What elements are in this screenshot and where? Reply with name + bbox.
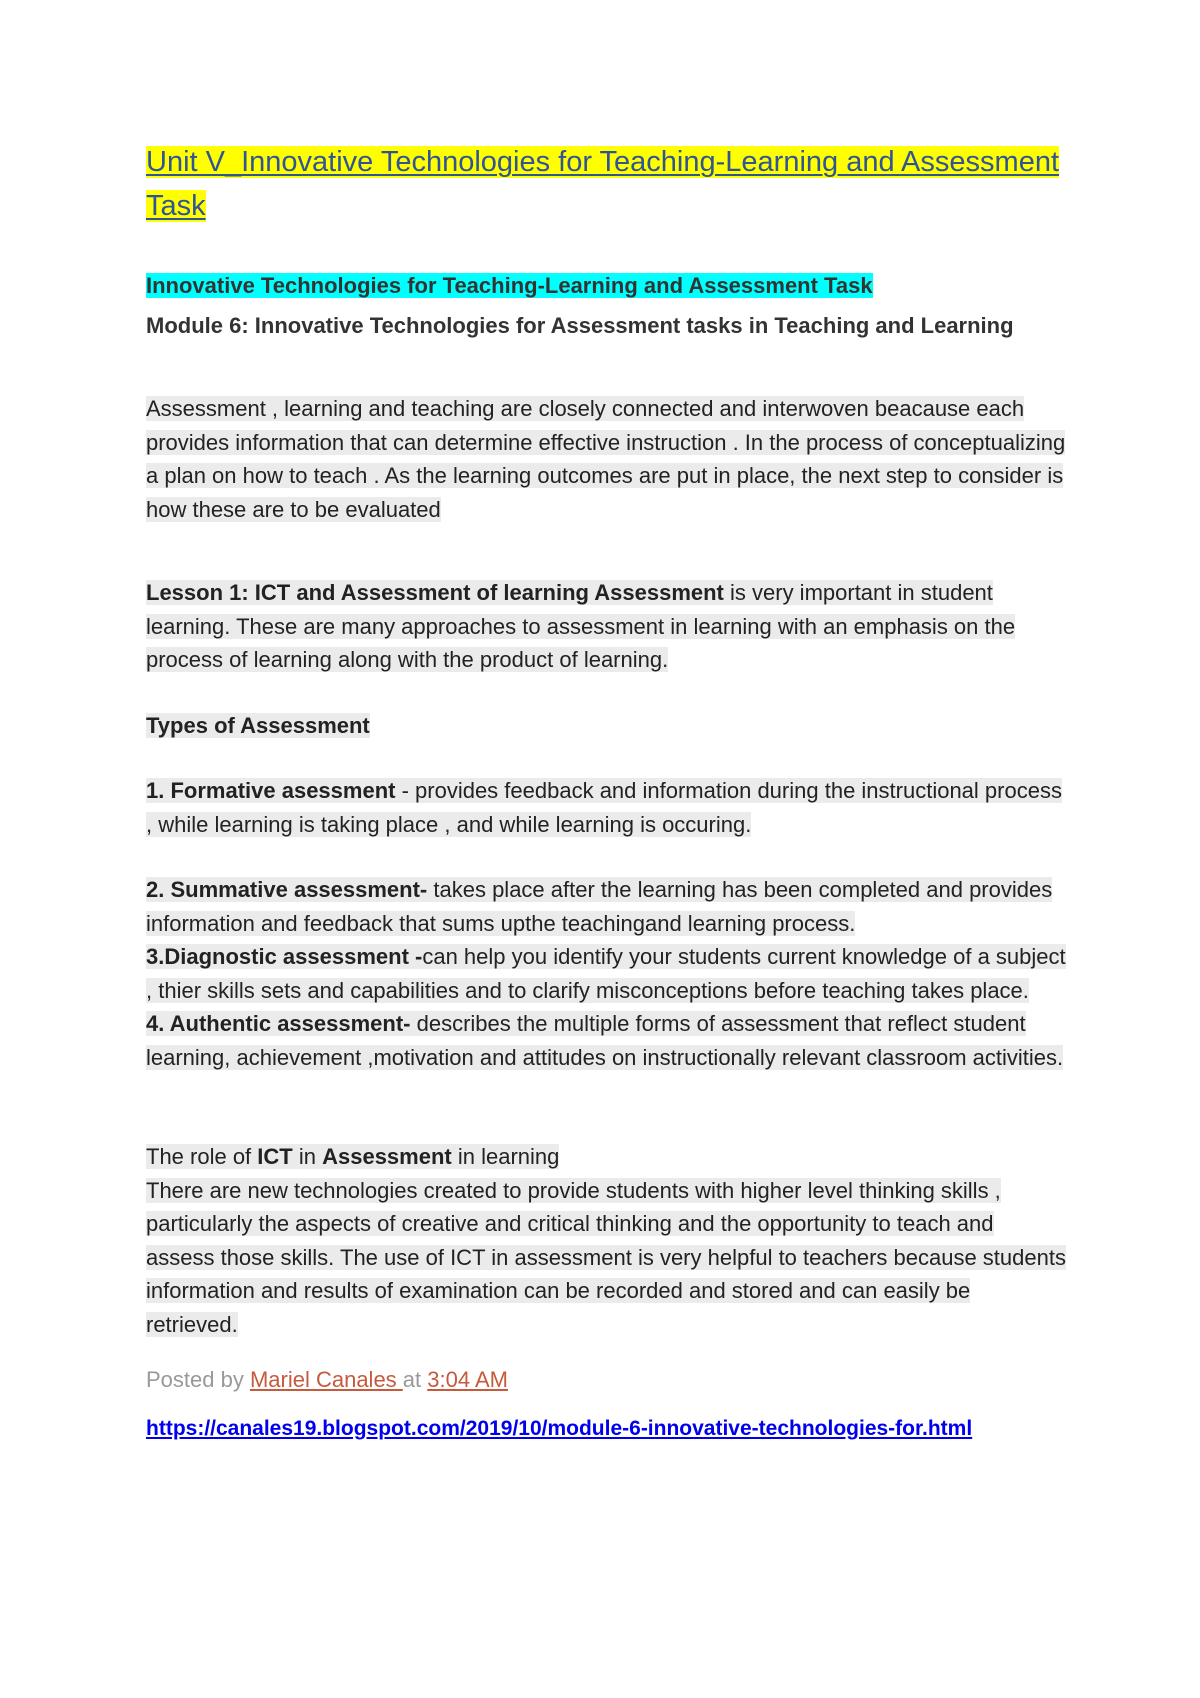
role-heading	[146, 1140, 1066, 1174]
lesson-paragraph	[146, 576, 1066, 677]
assessment-type-formative	[146, 774, 1066, 841]
posted-by-label: Posted by	[146, 1367, 250, 1392]
type-label: 2. Summative assessment-	[146, 877, 428, 902]
author-link[interactable]: Mariel Canales	[249, 1367, 403, 1392]
module-heading: Module 6: Innovative Technologies for Assessment tasks in Teaching and Learning	[146, 313, 1014, 338]
intro-paragraph	[146, 392, 1066, 526]
role-heading-part: in learning	[451, 1144, 560, 1169]
assessment-type-diagnostic	[146, 940, 1066, 1007]
source-url-link[interactable]: https://canales19.blogspot.com/2019/10/module-6-innovative-technologies-for.html	[146, 1417, 973, 1440]
intro-text: Assessment , learning and teaching are closely connected and interwoven beacause each provides information that can determine effective instruction . In the process of conceptualizing a plan on how to teach . As the learning outcomes are put in place, the next step to consider is how these are to be evaluated	[146, 396, 1066, 522]
type-label: 3.Diagnostic assessment -	[146, 944, 423, 969]
at-label: at	[402, 1367, 428, 1392]
section-subtitle	[146, 270, 1066, 302]
role-text: There are new technologies created to provide students with higher level thinking skills , particularly the aspects of creative and critical thinking and the opportunity to teach and assess those skills. The use of ICT in assessment is very helpful to teachers because students information and results of examination can be recorded and stored and can easily be retrieved.	[146, 1177, 1066, 1337]
role-paragraph	[146, 1174, 1066, 1342]
role-heading-part: The role of	[146, 1144, 258, 1169]
lesson-label: Lesson 1: ICT and Assessment of learning Assessment	[146, 580, 724, 605]
post-footer	[146, 1363, 1066, 1396]
type-text: can help you identify your students current knowledge of a subject , thier skills sets and capabilities and to clarify misconceptions before teaching takes place.	[146, 944, 1066, 1003]
types-heading-text: Types of Assessment	[146, 712, 370, 738]
document-page	[146, 140, 1066, 1444]
document-title	[146, 140, 1066, 228]
type-label: 4. Authentic assessment-	[146, 1011, 411, 1036]
role-heading-part: in	[292, 1144, 323, 1169]
role-heading-bold: ICT	[257, 1144, 293, 1169]
lesson-text: is very important in student learning. These are many approaches to assessment in learning with an emphasis on the process of learning along with the product of learning.	[146, 580, 1016, 672]
timestamp-link[interactable]: 3:04 AM	[427, 1367, 508, 1392]
type-text: describes the multiple forms of assessment that reflect student learning, achievement ,motivation and attitudes on instructionally relevant classroom activities.	[146, 1011, 1064, 1070]
section-subtitle-text: Innovative Technologies for Teaching-Learning and Assessment Task	[146, 273, 873, 298]
role-heading-bold: Assessment	[322, 1144, 452, 1169]
type-text: - provides feedback and information during the instructional process , while learning is taking place , and while learning is occuring.	[146, 778, 1062, 837]
assessment-type-authentic	[146, 1007, 1066, 1074]
assessment-type-summative	[146, 873, 1066, 940]
types-heading	[146, 709, 1066, 743]
type-label: 1. Formative asessment	[146, 778, 396, 803]
type-text: takes place after the learning has been completed and provides information and feedback that sums upthe teachingand learning process.	[146, 877, 1053, 936]
document-title-text: Unit V_Innovative Technologies for Teaching-Learning and Assessment Task	[146, 146, 1060, 222]
